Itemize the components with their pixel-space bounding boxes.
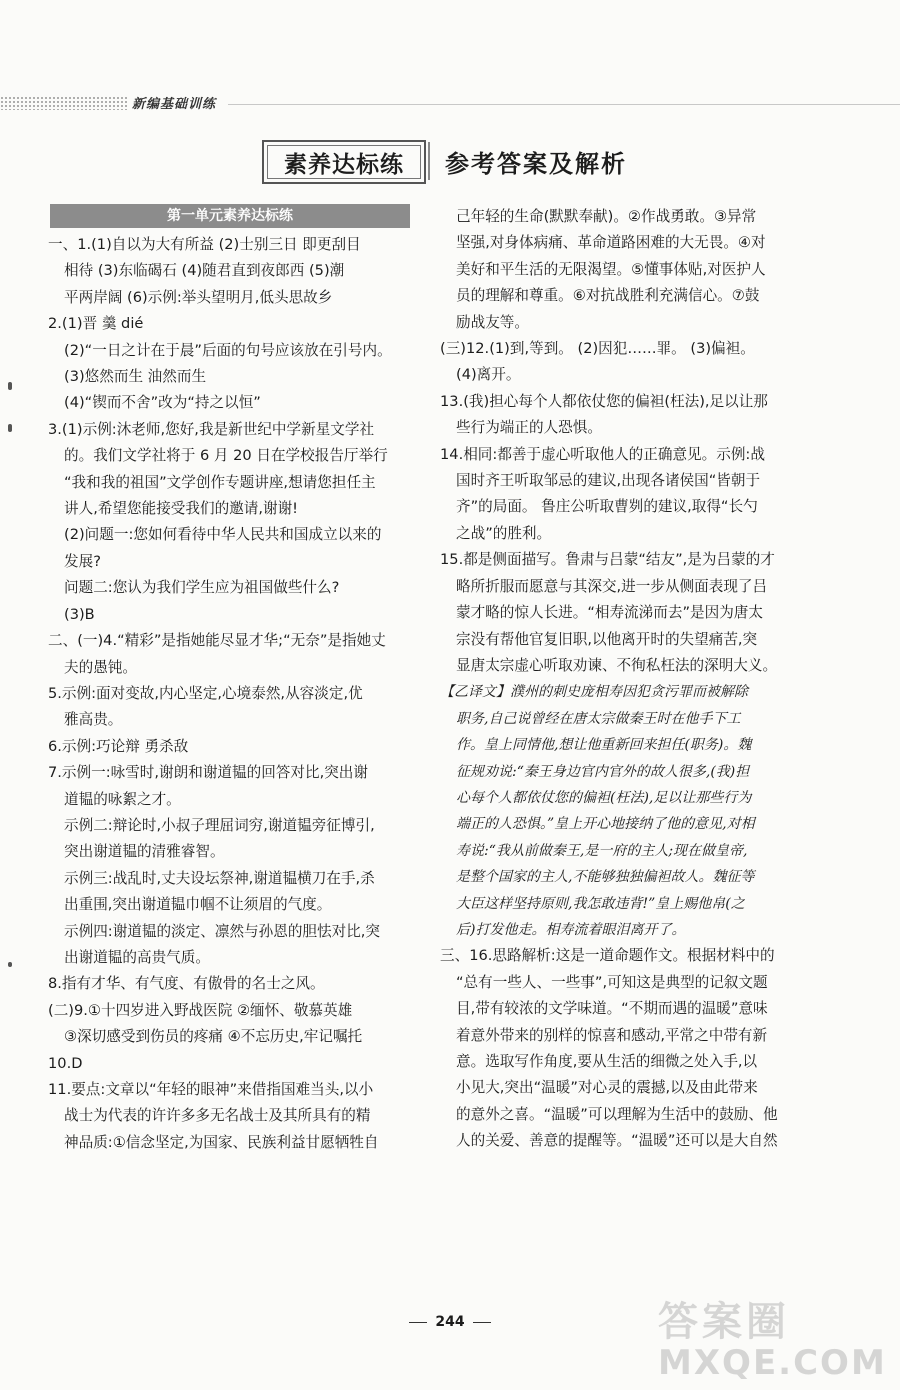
answer-line: 13.(我)担心每个人都依仗您的偏袒(枉法),足以让那 [440, 392, 768, 410]
margin-mark [8, 962, 12, 967]
answer-line: 寿说:“我从前做秦王,是一府的主人;现在做皇帝, [456, 842, 748, 859]
answer-line: 相待 (3)东临碣石 (4)随君直到夜郎西 (5)潮 [64, 262, 345, 280]
answer-line: 是整个国家的主人,不能够独独偏袒故人。魏征等 [456, 869, 755, 886]
answer-line: 5.示例:面对变故,内心坚定,心境泰然,从容淡定,优 [48, 684, 363, 702]
answer-line: 发展? [64, 552, 101, 570]
answer-line: 6.示例:巧论辩 勇杀敌 [48, 737, 189, 755]
answer-line: 略所折服而愿意与其深交,进一步从侧面表现了吕 [456, 577, 768, 595]
answer-line: 意。选取写作角度,要从生活的细微之处入手,以 [456, 1053, 758, 1070]
series-label: 新编基础训练 [132, 97, 217, 112]
page-dash-left [409, 1322, 427, 1323]
answer-line: ③深切感受到伤员的疼痛 ④不忘历史,牢记嘱托 [64, 1028, 363, 1046]
left-answer-lines [48, 232, 420, 1156]
answer-line: 职务,自己说曾经在唐太宗做秦王时在他手下工 [456, 710, 741, 727]
answer-line: 问题二:您认为我们学生应为祖国做些什么? [64, 579, 340, 597]
answer-line: 己年轻的生命(默默奉献)。②作战勇敢。③异常 [456, 208, 757, 225]
answer-line: 神品质:①信念坚定,为国家、民族利益甘愿牺牲自 [64, 1133, 379, 1151]
answer-line: (4)“锲而不舍”改为“持之以恒” [64, 394, 261, 412]
margin-mark [8, 382, 12, 390]
answer-line: 示例四:谢道韫的淡定、凛然与孙恩的胆怯对比,突 [64, 922, 381, 940]
answer-line: 示例二:辩论时,小叔子理屈词穷,谢道韫旁征博引, [64, 816, 375, 834]
answer-line: (2)“一日之计在于晨”后面的句号应该放在引号内。 [64, 341, 392, 359]
answer-line: 心每个人都依仗您的偏袒(枉法),足以让那些行为 [456, 789, 752, 806]
answer-line: 齐”的局面。 鲁庄公听取曹刿的建议,取得“长勺 [456, 498, 758, 516]
unit-title-bar: 第一单元素养达标练 [50, 204, 410, 228]
answer-line: 小见大,突出“温暖”对心灵的震撼,以及由此带来 [456, 1079, 758, 1097]
answer-line: 三、16.思路解析:这是一道命题作文。根据材料中的 [440, 947, 775, 965]
answer-line: 的意外之喜。“温暖”可以理解为生活中的鼓励、他 [456, 1105, 778, 1123]
answer-line: 3.(1)示例:沐老师,您好,我是新世纪中学新星文学社 [48, 420, 375, 438]
header-dot-pattern [0, 96, 128, 110]
answer-line: 示例三:战乱时,丈夫设坛祭神,谢道韫横刀在手,杀 [64, 869, 375, 887]
answer-line: (3)悠然而生 油然而生 [64, 368, 207, 386]
answer-line: 【乙译文】濮州的刺史庞相寿因犯贪污罪而被解除 [440, 684, 748, 701]
margin-mark [8, 424, 12, 432]
watermark-bottom-text: MXQE.COM [658, 1343, 887, 1383]
answer-line: 大臣这样坚持原则,我怎敢违背!”皇上赐他帛(之 [456, 895, 745, 912]
answer-line: 后)打发他走。相寿流着眼泪离开了。 [456, 921, 686, 938]
answer-line: 美好和平生活的无限渴望。⑤懂事体贴,对医护人 [456, 260, 766, 278]
answer-line: 目,带有较浓的文学味道。“不期而遇的温暖”意味 [456, 1000, 768, 1018]
answer-line: 坚强,对身体病痛、革命道路困难的大无畏。④对 [456, 234, 766, 252]
answer-line: 出谢道韫的高贵气质。 [64, 948, 210, 966]
answer-line: (三)12.(1)到,等到。 (2)因犯……罪。 (3)偏袒。 [440, 340, 755, 358]
page-title [0, 140, 900, 186]
answer-line: 人的关爱、善意的提醒等。“温暖”还可以是大自然 [456, 1132, 778, 1150]
answer-line: 出重围,突出谢道韫巾帼不让须眉的气度。 [64, 896, 332, 914]
title-boxed-text: 素养达标练 [267, 145, 421, 179]
answer-line: (2)问题一:您如何看待中华人民共和国成立以来的 [64, 526, 382, 544]
answer-line: 宗没有帮他官复旧职,以他离开时的失望痛苦,突 [456, 630, 758, 648]
watermark-logo [658, 1290, 888, 1383]
answer-line: 征规劝说:“秦王身边官内官外的故人很多,(我)担 [456, 763, 750, 780]
answer-line: 端正的人恐惧。”皇上开心地接纳了他的意见,对相 [456, 816, 755, 833]
left-column [48, 204, 420, 1156]
right-answer-lines [440, 204, 818, 1155]
page-number-text: 244 [435, 1314, 465, 1330]
answer-line: 夫的愚钝。 [64, 658, 137, 676]
answer-line: (二)9.①十四岁进入野战医院 ②缅怀、敬慕英雄 [48, 1001, 353, 1019]
answer-line: 员的理解和尊重。⑥对抗战胜利充满信心。⑦鼓 [456, 287, 760, 305]
answer-line: 10.D [48, 1054, 83, 1072]
right-column [440, 204, 818, 1155]
answer-line: 战士为代表的许许多多无名战士及其所具有的精 [64, 1107, 371, 1125]
page-dash-right [473, 1322, 491, 1323]
answer-line: 蒙才略的惊人长进。“相寿流涕而去”是因为唐太 [456, 604, 763, 622]
header-rule [228, 104, 900, 105]
answer-line: 显唐太宗虚心听取劝谏、不徇私枉法的深明大义。 [456, 656, 778, 674]
answer-line: 15.都是侧面描写。鲁肃与吕蒙“结友”,是为吕蒙的才 [440, 551, 775, 569]
title-box [262, 140, 426, 184]
answer-line: 11.要点:文章以“年轻的眼神”来借指国难当头,以小 [48, 1081, 374, 1098]
answer-line: 之战”的胜利。 [456, 524, 552, 542]
title-separator [428, 142, 430, 180]
answer-line: 二、(一)4.“精彩”是指她能尽显才华;“无奈”是指她丈 [48, 632, 386, 650]
answer-line: “总有一些人、一些事”,可知这是典型的记叙文题 [456, 973, 768, 991]
answer-line: “我和我的祖国”文学创作专题讲座,想请您担任主 [64, 473, 376, 491]
answer-line: 励战友等。 [456, 313, 529, 331]
answer-line: 道韫的咏絮之才。 [64, 790, 181, 808]
answer-line: 雅高贵。 [64, 711, 123, 729]
answer-line: 的。我们文学社将于 6 月 20 日在学校报告厅举行 [64, 447, 388, 465]
answer-line: 着意外带来的别样的惊喜和感动,平常之中带有新 [456, 1026, 768, 1044]
watermark-top-text: 答案圈 [658, 1299, 790, 1345]
answer-line: 7.示例一:咏雪时,谢朗和谢道韫的回答对比,突出谢 [48, 764, 368, 782]
answer-line: 2.(1)晋 羹 dié [48, 315, 144, 333]
answer-line: 突出谢道韫的清雅睿智。 [64, 843, 225, 861]
answer-line: 讲人,希望您能接受我们的邀请,谢谢! [64, 500, 299, 518]
answer-line: 一、1.(1)自以为大有所益 (2)士别三日 即更刮目 [48, 236, 361, 253]
answer-line: 国时齐王听取邹忌的建议,出现各诸侯国“皆朝于 [456, 472, 761, 490]
answer-line: 平两岸阔 (6)示例:举头望明月,低头思故乡 [64, 288, 333, 306]
answer-line: (4)离开。 [456, 366, 521, 384]
answer-line: 8.指有才华、有气度、有傲骨的名士之风。 [48, 975, 325, 993]
answer-line: (3)B [64, 605, 95, 623]
answer-line: 些行为端正的人恐惧。 [456, 419, 602, 437]
title-main-text: 参考答案及解析 [445, 150, 627, 178]
answer-line: 作。皇上同情他,想让他重新回来担任(职务)。魏 [456, 737, 752, 754]
answer-line: 14.相同:都善于虚心听取他人的正确意见。示例:战 [440, 445, 765, 463]
